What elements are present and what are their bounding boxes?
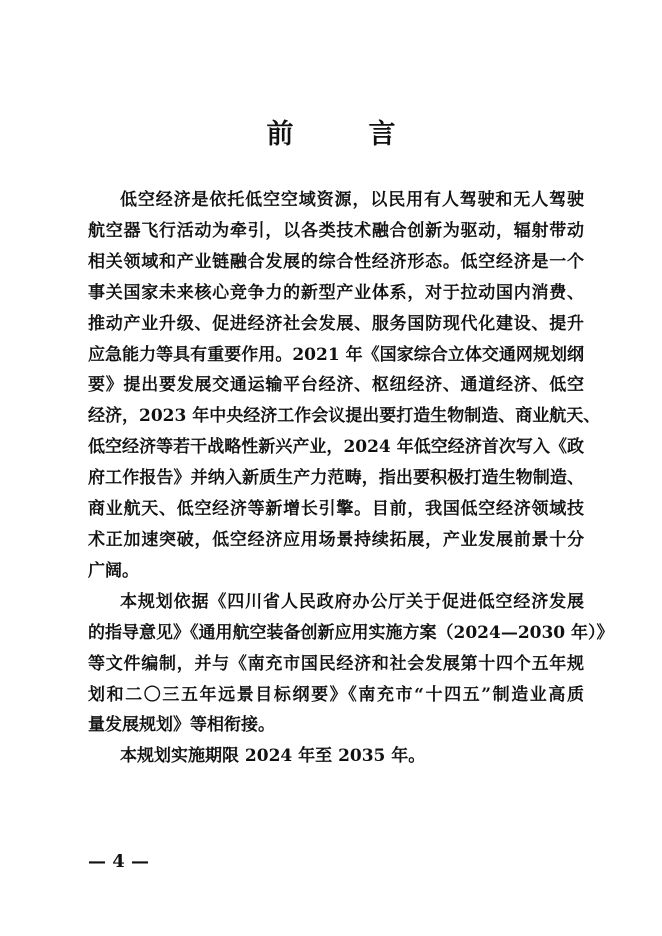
text-line: 要》提出要发展交通运输平台经济、枢纽经济、通道经济、低空 — [88, 375, 584, 396]
text-line: 府工作报告》并纳入新质生产力范畴，指出要积极打造生物制造、 — [88, 468, 584, 489]
text-line: 广阔。 — [88, 560, 139, 581]
text-line: 事关国家未来核心竞争力的新型产业体系，对于拉动国内消费、 — [88, 282, 584, 303]
text-line: 的指导意见》《通用航空装备创新应用实施方案（2024—2030 年）》 — [88, 622, 614, 643]
text-line: 相关领域和产业链融合发展的综合性经济形态。低空经济是一个 — [88, 251, 584, 272]
paragraph-2 — [88, 587, 614, 742]
text-line: 低空经济等若干战略性新兴产业，2024 年低空经济首次写入《政 — [88, 437, 584, 458]
text-line: 经济，2023 年中央经济工作会议提出要打造生物制造、商业航天、 — [88, 406, 601, 427]
document-body — [88, 185, 614, 772]
page-title: 前 言 — [266, 119, 420, 150]
text-line: 本规划依据《四川省人民政府办公厅关于促进低空经济发展 — [120, 591, 584, 612]
text-line: 商业航天、低空经济等新增长引擎。目前，我国低空经济领域技 — [88, 499, 584, 520]
text-line: 应急能力等具有重要作用。2021 年《国家综合立体交通网规划纲 — [88, 344, 584, 365]
text-line: 低空经济是依托低空空域资源，以民用有人驾驶和无人驾驶 — [120, 190, 584, 210]
page-number: — 4 — — [88, 851, 150, 872]
text-line: 划和二〇三五年远景目标纲要》《南充市“十四五”制造业高质 — [88, 684, 584, 705]
paragraph-1 — [88, 185, 601, 587]
text-line: 航空器飞行活动为牵引，以各类技术融合创新为驱动，辐射带动 — [88, 220, 584, 241]
paragraph-3 — [88, 741, 584, 772]
text-line: 术正加速突破，低空经济应用场景持续拓展，产业发展前景十分 — [88, 529, 584, 550]
text-line: 推动产业升级、促进经济社会发展、服务国防现代化建设、提升 — [88, 313, 584, 334]
text-line: 本规划实施期限 2024 年至 2035 年。 — [120, 746, 426, 767]
text-line: 量发展规划》等相衔接。 — [88, 715, 275, 736]
text-line: 等文件编制，并与《南充市国民经济和社会发展第十四个五年规 — [88, 653, 584, 674]
